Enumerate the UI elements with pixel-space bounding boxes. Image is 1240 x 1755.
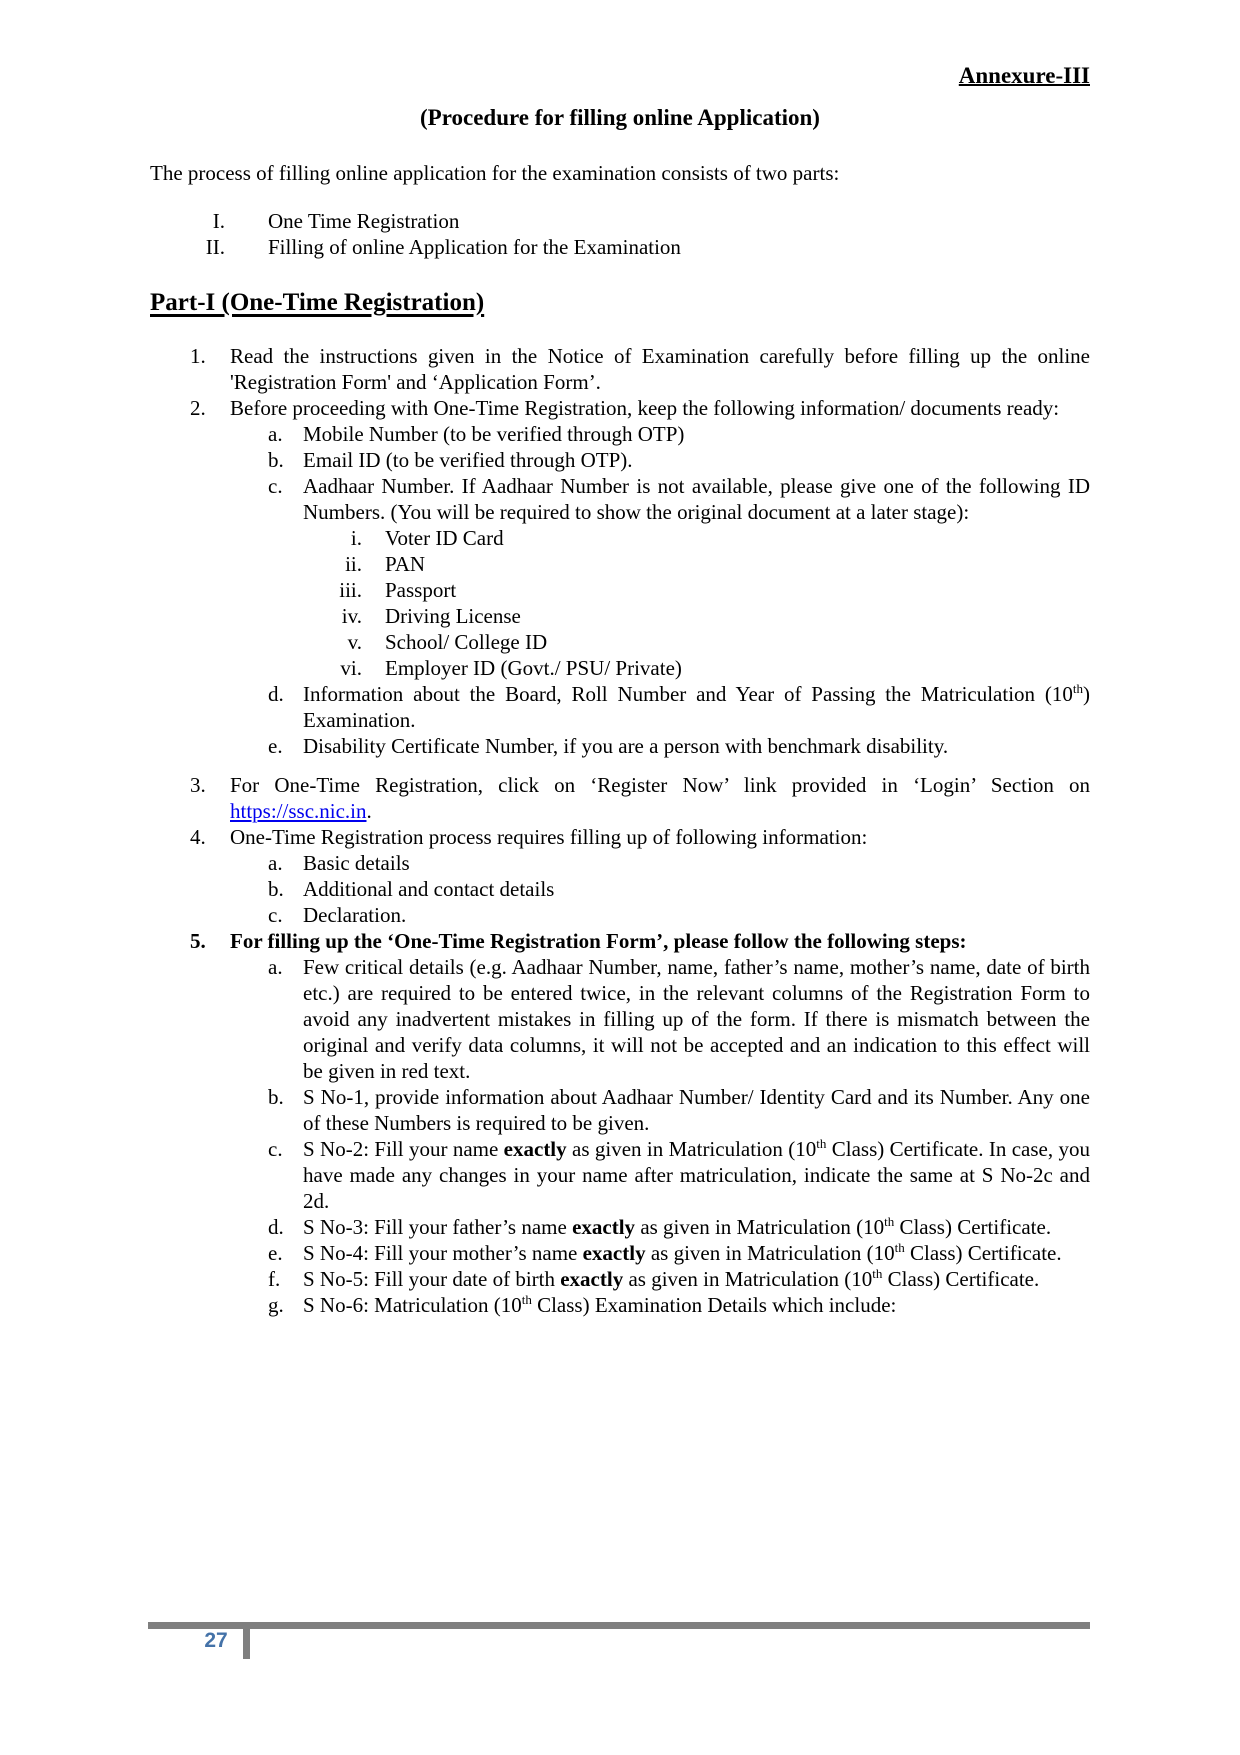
list-item-text: S No-6: Matriculation (10th Class) Examination Details which include: [303, 1292, 897, 1317]
list-marker: 3. [190, 773, 206, 797]
list-marker: II. [205, 235, 225, 259]
ssc-website-link[interactable]: https://ssc.nic.in [230, 799, 367, 823]
list-marker: 2. [190, 396, 206, 420]
list-item-body [362, 525, 504, 551]
sub-list [230, 421, 1090, 759]
list-item-body [230, 343, 1090, 395]
list-item-body [303, 1084, 1090, 1136]
list-marker: a. [268, 851, 283, 875]
list-marker: iv. [341, 604, 362, 628]
superscript-text: th [521, 1292, 532, 1307]
list-item-body [303, 1266, 1090, 1292]
list-item [230, 850, 1090, 876]
page-number: 27 [204, 1629, 228, 1652]
list-item [230, 1214, 1090, 1240]
text-segment: exactly [582, 1241, 646, 1265]
list-marker: f. [268, 1267, 281, 1291]
list-item-text: Driving License [385, 604, 521, 628]
list-item-body [362, 551, 425, 577]
list-marker: 1. [190, 344, 206, 368]
list-item [230, 1266, 1090, 1292]
sub-list [230, 954, 1090, 1318]
list-item-body [362, 655, 682, 681]
list-item-text: For One-Time Registration, click on ‘Register Now’ link provided in ‘Login’ Section on https://ssc.nic.in. [230, 773, 1090, 823]
list-item-text: Disability Certificate Number, if you are a person with benchmark disability. [303, 734, 949, 758]
list-item-text: Passport [385, 578, 457, 602]
list-item-body [303, 876, 1090, 902]
list-marker: g. [268, 1293, 284, 1317]
list-item-text: Voter ID Card [385, 526, 504, 550]
overview-list [150, 208, 1090, 260]
list-item-text: S No-4: Fill your mother’s name exactly as given in Matriculation (10th Class) Certificate. [303, 1240, 1062, 1265]
list-item-text: Aadhaar Number. If Aadhaar Number is not available, please give one of the following ID Numbers. (You will be required to show the original document at a later stage): [303, 474, 1090, 524]
list-marker: i. [350, 526, 362, 550]
list-item-body [303, 421, 1090, 447]
list-item-body [362, 603, 521, 629]
list-item [303, 551, 1090, 577]
list-marker: v. [347, 630, 362, 654]
page-title: (Procedure for filling online Application) [420, 105, 820, 130]
list-item-body [303, 1240, 1090, 1266]
superscript-text: th [1072, 681, 1083, 696]
list-item [230, 733, 1090, 759]
text-segment: exactly [572, 1215, 636, 1239]
list-marker: d. [268, 682, 284, 706]
list-item [230, 902, 1090, 928]
list-item-text: Additional and contact details [303, 877, 555, 901]
list-item-body [303, 902, 1090, 928]
list-item-body [362, 577, 456, 603]
list-item [230, 1136, 1090, 1214]
list-marker: c. [268, 474, 283, 498]
list-item-text: Basic details [303, 851, 410, 875]
list-item [230, 876, 1090, 902]
list-item-body [303, 447, 1090, 473]
list-item-text: Before proceeding with One-Time Registration, keep the following information/ documents ready: [230, 396, 1060, 420]
annexure-label-text: Annexure-III [958, 63, 1090, 88]
list-marker: b. [268, 877, 284, 901]
list-marker: c. [268, 1137, 283, 1161]
list-item [303, 577, 1090, 603]
sub-list [303, 525, 1090, 681]
list-marker: b. [268, 448, 284, 472]
list-marker: d. [268, 1215, 284, 1239]
part1-heading [150, 286, 1090, 319]
superscript-text: th [884, 1214, 895, 1229]
superscript-text: th [894, 1240, 905, 1255]
list-item-body [362, 629, 547, 655]
list-item-body [230, 928, 1090, 1318]
list-marker: e. [268, 734, 283, 758]
list-item-body [303, 1136, 1090, 1214]
list-item [303, 629, 1090, 655]
list-item-text: Declaration. [303, 903, 407, 927]
footer-vertical-bar [243, 1622, 250, 1659]
annexure-label [150, 62, 1090, 90]
list-item [230, 421, 1090, 447]
list-marker: c. [268, 903, 283, 927]
list-item-body [230, 824, 1090, 928]
list-item [230, 954, 1090, 1084]
text-segment: For filling up the ‘One-Time Registration Form’, please follow the following steps: [230, 929, 967, 953]
list-item-body [303, 850, 1090, 876]
list-item [230, 1292, 1090, 1318]
list-item-text: Information about the Board, Roll Number and Year of Passing the Matriculation (10th) Examination. [303, 681, 1090, 732]
part1-heading-text: Part-I (One-Time Registration) [150, 289, 485, 316]
list-item [150, 208, 1090, 234]
list-item [150, 343, 1090, 395]
list-item [303, 525, 1090, 551]
procedure-list [150, 343, 1090, 1318]
list-item-text: Filling of online Application for the Examination [268, 235, 681, 259]
list-marker: a. [268, 422, 283, 446]
list-item-text: Mobile Number (to be verified through OTP) [303, 422, 685, 446]
list-item [150, 824, 1090, 928]
list-item-body [303, 473, 1090, 681]
list-item-text: S No-1, provide information about Aadhaar Number/ Identity Card and its Number. Any one of these Numbers is required to be given. [303, 1085, 1090, 1135]
list-item-body [303, 733, 1090, 759]
list-marker: 5. [190, 929, 206, 953]
list-item-text: S No-5: Fill your date of birth exactly as given in Matriculation (10th Class) Certificate. [303, 1266, 1040, 1291]
list-marker: iii. [339, 578, 362, 602]
list-item-text: Read the instructions given in the Notice of Examination carefully before filling up the online 'Registration Form' and ‘Application Form’. [230, 344, 1090, 394]
list-item-body [303, 954, 1090, 1084]
text-segment: exactly [560, 1267, 624, 1291]
list-item [230, 473, 1090, 681]
list-item [230, 1240, 1090, 1266]
list-item [150, 234, 1090, 260]
text-segment: exactly [503, 1137, 567, 1161]
list-marker: a. [268, 955, 283, 979]
intro-paragraph: The process of filling online application for the examination consists of two parts: [150, 161, 840, 185]
list-item-body [303, 681, 1090, 733]
footer-divider-bar [148, 1622, 1090, 1629]
list-item-text: S No-3: Fill your father’s name exactly as given in Matriculation (10th Class) Certificate. [303, 1214, 1052, 1239]
list-item-text: Employer ID (Govt./ PSU/ Private) [385, 656, 682, 680]
list-item-text: One Time Registration [268, 209, 460, 233]
list-item-text: PAN [385, 552, 426, 576]
list-item [230, 1084, 1090, 1136]
list-item-text: Email ID (to be verified through OTP). [303, 448, 633, 472]
list-marker: vi. [340, 656, 362, 680]
sub-list [230, 850, 1090, 928]
list-marker: b. [268, 1085, 284, 1109]
list-marker: e. [268, 1241, 283, 1265]
list-item-body [303, 1214, 1090, 1240]
list-item [303, 603, 1090, 629]
list-item-text: School/ College ID [385, 630, 548, 654]
list-item [150, 928, 1090, 1318]
list-item-text: Few critical details (e.g. Aadhaar Number, name, father’s name, mother’s name, date of birth etc.) are required to be entered twice, in the relevant columns of the Registration Form to avoid any inadvertent mistakes in filling up of the form. If there is mismatch between the original and verify data columns, it will not be accepted and an indication to this effect will be given in red text. [303, 955, 1090, 1083]
superscript-text: th [816, 1136, 827, 1151]
list-marker: I. [212, 209, 225, 233]
list-marker: ii. [345, 552, 362, 576]
list-item-text: One-Time Registration process requires filling up of following information: [230, 825, 868, 849]
list-item-body [230, 772, 1090, 824]
list-item [150, 395, 1090, 759]
list-item [230, 681, 1090, 733]
list-item-body [303, 1292, 1090, 1318]
list-item [150, 772, 1090, 824]
list-item-text [230, 928, 1090, 954]
list-item-body [230, 395, 1090, 759]
superscript-text: th [872, 1266, 883, 1281]
list-item [303, 655, 1090, 681]
list-marker: 4. [190, 825, 206, 849]
list-item-text: S No-2: Fill your name exactly as given in Matriculation (10th Class) Certificate. In case, you have made any changes in your name after matriculation, indicate the same at S No-2c and 2d. [303, 1136, 1090, 1213]
list-item [230, 447, 1090, 473]
